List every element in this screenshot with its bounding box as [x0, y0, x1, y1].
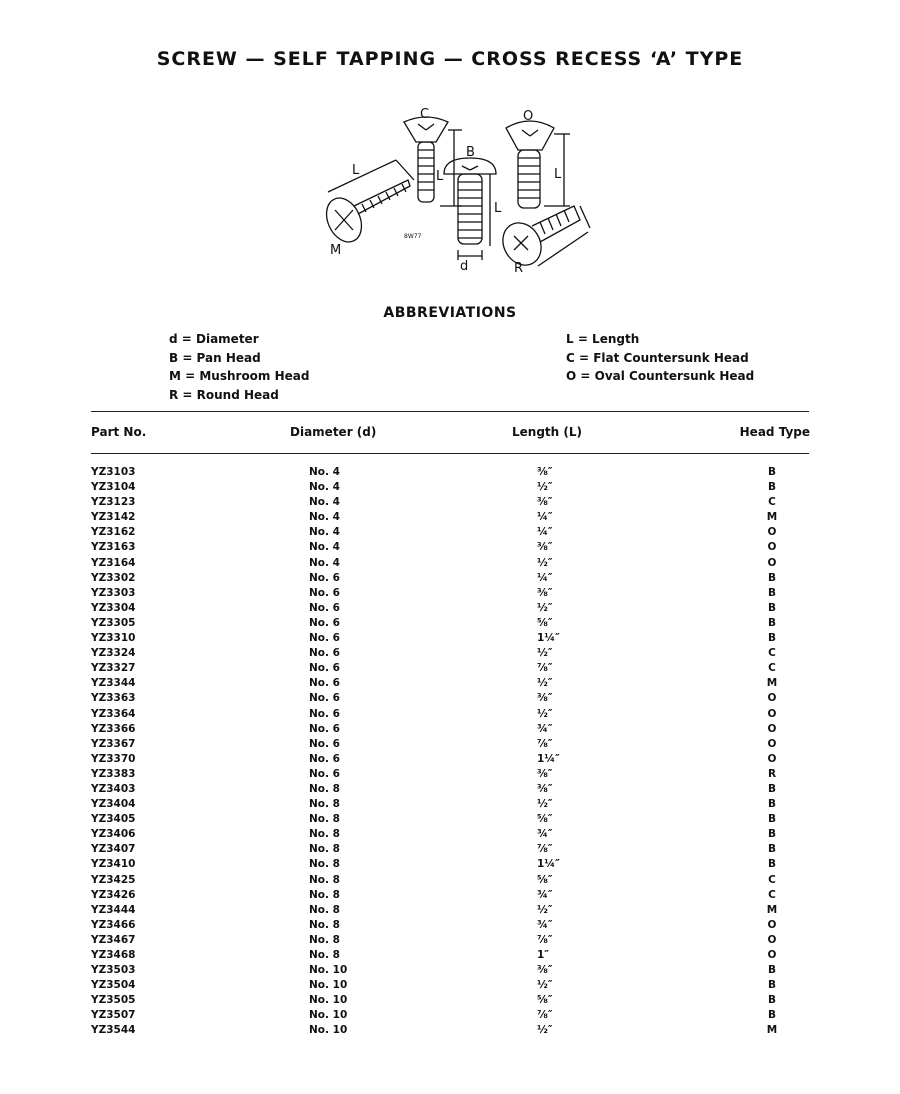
table-row	[0, 828, 900, 843]
length-cell: ¾″	[537, 888, 553, 901]
head-type-cell: B	[767, 979, 776, 992]
header-length: Length (L)	[512, 425, 582, 439]
length-cell: ½″	[537, 556, 553, 569]
diameter-cell: No. 6	[309, 752, 340, 765]
length-cell: ⅝″	[537, 813, 553, 826]
head-type-cell: O	[767, 692, 777, 705]
head-type-cell: C	[768, 888, 776, 901]
table-row	[0, 874, 900, 889]
abbreviation-item: O = Oval Countersunk Head	[566, 369, 755, 383]
length-cell: ½″	[537, 903, 553, 916]
table-row	[0, 994, 900, 1009]
part-number-cell: YZ3410	[91, 858, 136, 871]
part-number-cell: YZ3344	[91, 677, 136, 690]
diameter-cell: No. 6	[309, 647, 340, 660]
length-cell: ⅞″	[537, 933, 553, 946]
length-cell: ¼″	[537, 571, 553, 584]
length-cell: 1″	[537, 949, 549, 961]
length-cell: ⅞″	[537, 662, 553, 675]
diameter-cell: No. 10	[309, 1024, 348, 1037]
length-cell: ½″	[537, 677, 553, 690]
part-number-cell: YZ3304	[91, 601, 136, 614]
mushroom-head-screw-drawing	[320, 160, 414, 248]
head-type-cell: B	[767, 798, 776, 811]
table-row	[0, 964, 900, 979]
head-type-cell: O	[767, 752, 777, 765]
diameter-cell: No. 8	[309, 873, 340, 886]
length-cell: ⅜″	[537, 496, 553, 509]
diameter-cell: No. 10	[309, 1009, 348, 1022]
length-cell: 1¼″	[537, 632, 560, 645]
table-row	[0, 481, 900, 496]
diameter-cell: No. 8	[309, 933, 340, 946]
length-cell: ⅝″	[537, 994, 553, 1007]
label-o: O	[523, 109, 534, 124]
part-number-cell: YZ3544	[91, 1024, 136, 1037]
abbreviations-right-list	[566, 330, 754, 386]
diameter-cell: No. 4	[309, 496, 340, 509]
diameter-cell: No. 6	[309, 692, 340, 705]
length-cell: ⅜″	[537, 586, 553, 599]
part-number-cell: YZ3406	[91, 828, 136, 841]
part-number-cell: YZ3142	[91, 511, 136, 524]
part-number-cell: YZ3403	[91, 782, 136, 795]
part-number-cell: YZ3324	[91, 647, 136, 660]
diameter-cell: No. 4	[309, 526, 340, 539]
oval-countersunk-screw-drawing	[506, 121, 570, 208]
head-type-cell: M	[766, 511, 778, 524]
head-type-cell: B	[767, 601, 776, 614]
length-cell: ¼″	[537, 526, 553, 539]
head-type-cell: O	[767, 918, 777, 931]
round-head-screw-drawing	[495, 206, 590, 272]
table-row	[0, 541, 900, 556]
head-type-cell: R	[767, 767, 777, 780]
diameter-cell: No. 6	[309, 662, 340, 675]
part-number-cell: YZ3405	[91, 813, 136, 826]
length-cell: ⅜″	[537, 964, 553, 977]
head-type-cell: B	[767, 632, 776, 645]
part-number-cell: YZ3426	[91, 888, 136, 901]
parts-table-body	[0, 466, 900, 1040]
head-type-cell: B	[767, 481, 776, 494]
header-diameter: Diameter (d)	[290, 425, 377, 439]
head-type-cell: B	[767, 843, 776, 856]
label-l-3: L	[494, 201, 502, 216]
head-type-cell: B	[767, 466, 776, 478]
table-row	[0, 768, 900, 783]
part-number-cell: YZ3468	[91, 949, 136, 961]
table-row	[0, 647, 900, 662]
head-type-cell: B	[767, 1009, 776, 1022]
head-type-cell: C	[768, 662, 776, 675]
part-number-cell: YZ3327	[91, 662, 136, 675]
table-row	[0, 526, 900, 541]
label-l-2: L	[436, 169, 444, 184]
table-row	[0, 617, 900, 632]
abbreviation-item: R = Round Head	[169, 387, 279, 402]
part-number-cell: YZ3103	[91, 466, 136, 478]
length-cell: ½″	[537, 647, 553, 660]
diameter-cell: No. 8	[309, 843, 340, 856]
head-type-cell: O	[767, 526, 777, 539]
table-row	[0, 798, 900, 813]
head-type-cell: B	[767, 782, 776, 795]
length-cell: ⅞″	[537, 843, 553, 856]
diameter-cell: No. 8	[309, 918, 340, 931]
abbreviation-item: M = Mushroom Head	[169, 369, 310, 383]
part-number-cell: YZ3164	[91, 556, 136, 569]
length-cell: ½″	[537, 601, 553, 614]
table-row	[0, 949, 900, 964]
table-row	[0, 979, 900, 994]
head-type-cell: B	[767, 586, 776, 599]
label-d: d	[460, 259, 469, 274]
table-row	[0, 1024, 900, 1039]
part-number-cell: YZ3123	[91, 496, 136, 509]
length-cell: ⅝″	[537, 873, 553, 886]
head-type-cell: O	[767, 541, 777, 554]
head-type-cell: C	[768, 873, 776, 886]
part-number-cell: YZ3363	[91, 692, 136, 705]
part-number-cell: YZ3367	[91, 737, 136, 750]
part-number-cell: YZ3305	[91, 616, 136, 629]
diameter-cell: No. 6	[309, 571, 340, 584]
table-row	[0, 557, 900, 572]
screw-types-illustration	[318, 102, 598, 282]
table-header-rule	[91, 453, 809, 454]
length-cell: ⅜″	[537, 541, 553, 554]
head-type-cell: M	[766, 1024, 778, 1037]
table-row	[0, 496, 900, 511]
diameter-cell: No. 8	[309, 828, 340, 841]
length-cell: ¾″	[537, 828, 553, 841]
part-number-cell: YZ3404	[91, 798, 136, 811]
table-top-rule	[91, 411, 809, 412]
part-number-cell: YZ3302	[91, 571, 136, 584]
part-number-cell: YZ3504	[91, 979, 136, 992]
length-cell: ⅞″	[537, 1009, 553, 1022]
table-row	[0, 904, 900, 919]
table-row	[0, 587, 900, 602]
head-type-cell: B	[767, 571, 776, 584]
label-l-4: L	[554, 167, 562, 182]
diameter-cell: No. 6	[309, 677, 340, 690]
diameter-cell: No. 4	[309, 556, 340, 569]
length-cell: ½″	[537, 707, 553, 720]
table-row	[0, 813, 900, 828]
head-type-cell: M	[766, 677, 778, 690]
diameter-cell: No. 6	[309, 601, 340, 614]
head-type-cell: O	[767, 722, 777, 735]
length-cell: ½″	[537, 481, 553, 494]
diameter-cell: No. 6	[309, 722, 340, 735]
pan-head-screw-drawing	[444, 158, 496, 260]
length-cell: ⅜″	[537, 692, 553, 705]
diameter-cell: No. 10	[309, 979, 348, 992]
abbreviation-item: C = Flat Countersunk Head	[566, 350, 749, 365]
part-number-cell: YZ3163	[91, 541, 136, 554]
diameter-cell: No. 4	[309, 481, 340, 494]
diameter-cell: No. 8	[309, 858, 340, 871]
length-cell: ⅞″	[537, 737, 553, 750]
length-cell: 1¼″	[537, 858, 560, 871]
table-row	[0, 783, 900, 798]
label-l-1: L	[352, 163, 360, 178]
label-m: M	[330, 243, 342, 258]
length-cell: ⅜″	[537, 466, 553, 478]
part-number-cell: YZ3366	[91, 722, 136, 735]
part-number-cell: YZ3303	[91, 586, 136, 599]
length-cell: ⅝″	[537, 616, 553, 629]
diameter-cell: No. 6	[309, 586, 340, 599]
diameter-cell: No. 4	[309, 511, 340, 524]
table-row	[0, 889, 900, 904]
head-type-cell: O	[767, 556, 777, 569]
page-title: SCREW — SELF TAPPING — CROSS RECESS ‘A’ TYPE	[156, 48, 744, 70]
head-type-cell: B	[767, 994, 776, 1007]
table-row	[0, 677, 900, 692]
diameter-cell: No. 4	[309, 541, 340, 554]
label-r: R	[514, 261, 524, 276]
diameter-cell: No. 8	[309, 798, 340, 811]
length-cell: ½″	[537, 979, 553, 992]
table-row	[0, 738, 900, 753]
diameter-cell: No. 6	[309, 707, 340, 720]
table-row	[0, 466, 900, 481]
length-cell: ¾″	[537, 722, 553, 735]
part-number-cell: YZ3364	[91, 707, 136, 720]
head-type-cell: O	[767, 707, 777, 720]
diameter-cell: No. 6	[309, 632, 340, 645]
part-number-cell: YZ3407	[91, 843, 136, 856]
head-type-cell: B	[767, 858, 776, 871]
table-row	[0, 858, 900, 873]
length-cell: 1¼″	[537, 752, 560, 765]
table-row	[0, 753, 900, 768]
diameter-cell: No. 10	[309, 964, 348, 977]
part-number-cell: YZ3466	[91, 918, 136, 931]
part-number-cell: YZ3425	[91, 873, 136, 886]
table-row	[0, 602, 900, 617]
part-number-cell: YZ3507	[91, 1009, 136, 1022]
head-type-cell: B	[767, 616, 776, 629]
diameter-cell: No. 4	[309, 466, 340, 478]
head-type-cell: M	[766, 903, 778, 916]
abbreviation-item: d = Diameter	[169, 332, 259, 346]
diameter-cell: No. 8	[309, 949, 340, 961]
length-cell: ⅜″	[537, 767, 553, 780]
diameter-cell: No. 8	[309, 782, 340, 795]
label-b: B	[466, 145, 475, 160]
drawing-code: 8W77	[404, 233, 422, 240]
length-cell: ⅜″	[537, 782, 553, 795]
part-number-cell: YZ3310	[91, 632, 136, 645]
length-cell: ¾″	[537, 918, 553, 931]
diameter-cell: No. 8	[309, 813, 340, 826]
abbreviation-item: B = Pan Head	[169, 350, 261, 365]
part-number-cell: YZ3370	[91, 752, 136, 765]
flat-countersunk-screw-drawing	[404, 117, 462, 206]
part-number-cell: YZ3503	[91, 964, 136, 977]
table-row	[0, 1009, 900, 1024]
diameter-cell: No. 10	[309, 994, 348, 1007]
part-number-cell: YZ3104	[91, 481, 136, 494]
table-row	[0, 723, 900, 738]
table-row	[0, 708, 900, 723]
table-row	[0, 934, 900, 949]
part-number-cell: YZ3444	[91, 903, 136, 916]
label-c: C	[420, 107, 430, 122]
head-type-cell: B	[767, 813, 776, 826]
diameter-cell: No. 8	[309, 888, 340, 901]
diameter-cell: No. 8	[309, 903, 340, 916]
abbreviation-item: L = Length	[566, 332, 640, 346]
head-type-cell: C	[768, 496, 776, 509]
table-row	[0, 511, 900, 526]
head-type-cell: C	[768, 647, 776, 660]
table-row	[0, 692, 900, 707]
head-type-cell: B	[767, 964, 776, 977]
table-row	[0, 572, 900, 587]
header-part-no: Part No.	[91, 425, 147, 439]
diameter-cell: No. 6	[309, 767, 340, 780]
table-row	[0, 662, 900, 677]
diameter-cell: No. 6	[309, 737, 340, 750]
part-number-cell: YZ3505	[91, 994, 136, 1007]
head-type-cell: O	[767, 933, 777, 946]
part-number-cell: YZ3383	[91, 767, 136, 780]
table-row	[0, 843, 900, 858]
table-row	[0, 919, 900, 934]
diameter-cell: No. 6	[309, 616, 340, 629]
head-type-cell: B	[767, 828, 776, 841]
table-row	[0, 632, 900, 647]
part-number-cell: YZ3162	[91, 526, 136, 539]
abbreviations-left-list	[169, 330, 309, 404]
length-cell: ¼″	[537, 511, 553, 524]
header-head-type: Head Type	[739, 425, 810, 439]
head-type-cell: O	[767, 949, 777, 961]
length-cell: ½″	[537, 1024, 553, 1037]
abbreviations-heading: ABBREVIATIONS	[383, 305, 517, 321]
part-number-cell: YZ3467	[91, 933, 136, 946]
head-type-cell: O	[767, 737, 777, 750]
length-cell: ½″	[537, 798, 553, 811]
